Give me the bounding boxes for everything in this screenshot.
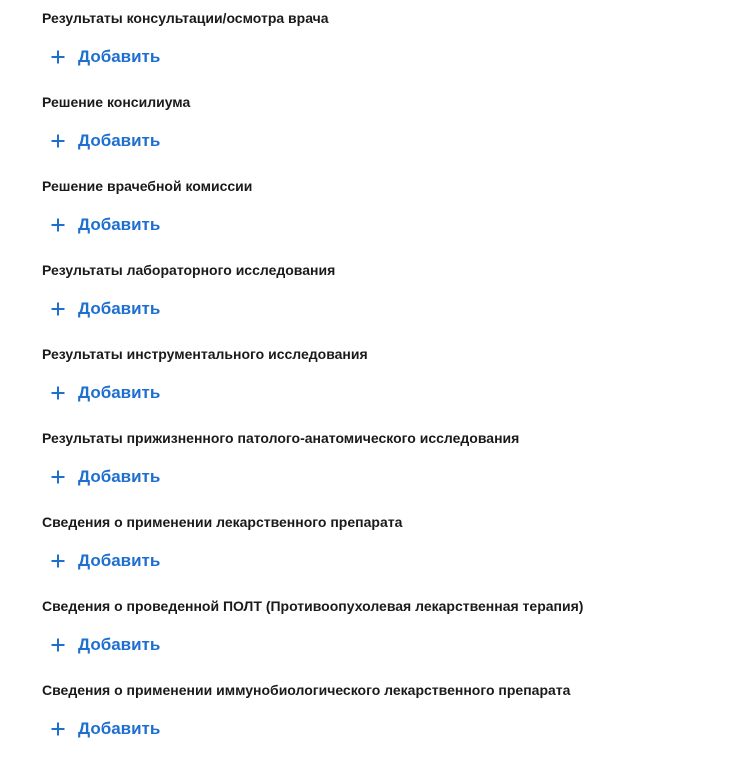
plus-icon: [50, 217, 66, 233]
section-title: Результаты инструментального исследования: [42, 346, 368, 362]
section-title: Сведения о проведенной ПОЛТ (Противоопухолевая лекарственная терапия): [42, 598, 584, 614]
add-lab-result-button[interactable]: [42, 296, 160, 322]
add-label: Добавить: [78, 551, 161, 570]
section-title: Решение консилиума: [42, 94, 191, 110]
add-pathology-result-button[interactable]: [42, 464, 160, 490]
add-label: Добавить: [78, 635, 161, 654]
section-title: Результаты консультации/осмотра врача: [42, 10, 329, 26]
add-drug-administration-button[interactable]: [42, 548, 160, 574]
add-label: Добавить: [78, 131, 161, 150]
add-label: Добавить: [78, 719, 161, 738]
plus-icon: [50, 385, 66, 401]
plus-icon: [50, 721, 66, 737]
section-polt-therapy: [42, 597, 731, 681]
plus-icon: [50, 637, 66, 653]
plus-icon: [50, 301, 66, 317]
plus-icon: [50, 49, 66, 65]
add-label: Добавить: [78, 299, 161, 318]
add-label: Добавить: [78, 47, 161, 66]
plus-icon: [50, 469, 66, 485]
section-title: Решение врачебной комиссии: [42, 178, 253, 194]
section-consilium-decision: [42, 93, 731, 177]
add-consultation-result-button[interactable]: [42, 44, 160, 70]
add-medical-commission-decision-button[interactable]: [42, 212, 160, 238]
add-consilium-decision-button[interactable]: [42, 128, 160, 154]
section-title: Сведения о применении лекарственного препарата: [42, 514, 403, 530]
section-title: Результаты лабораторного исследования: [42, 262, 336, 278]
add-label: Добавить: [78, 215, 161, 234]
section-title: Результаты прижизненного патолого-анатомического исследования: [42, 430, 520, 446]
section-consultation-results: [42, 9, 731, 93]
plus-icon: [50, 133, 66, 149]
section-lab-results: [42, 261, 731, 345]
section-medical-commission-decision: [42, 177, 731, 261]
section-drug-administration: [42, 513, 731, 597]
section-pathology-results: [42, 429, 731, 513]
plus-icon: [50, 553, 66, 569]
section-title: Сведения о применении иммунобиологического лекарственного препарата: [42, 682, 571, 698]
add-label: Добавить: [78, 383, 161, 402]
add-polt-therapy-button[interactable]: [42, 632, 160, 658]
section-instrumental-results: [42, 345, 731, 429]
add-instrumental-result-button[interactable]: [42, 380, 160, 406]
add-immunobiological-drug-button[interactable]: [42, 716, 160, 742]
section-immunobiological-drug: [42, 681, 731, 765]
add-label: Добавить: [78, 467, 161, 486]
